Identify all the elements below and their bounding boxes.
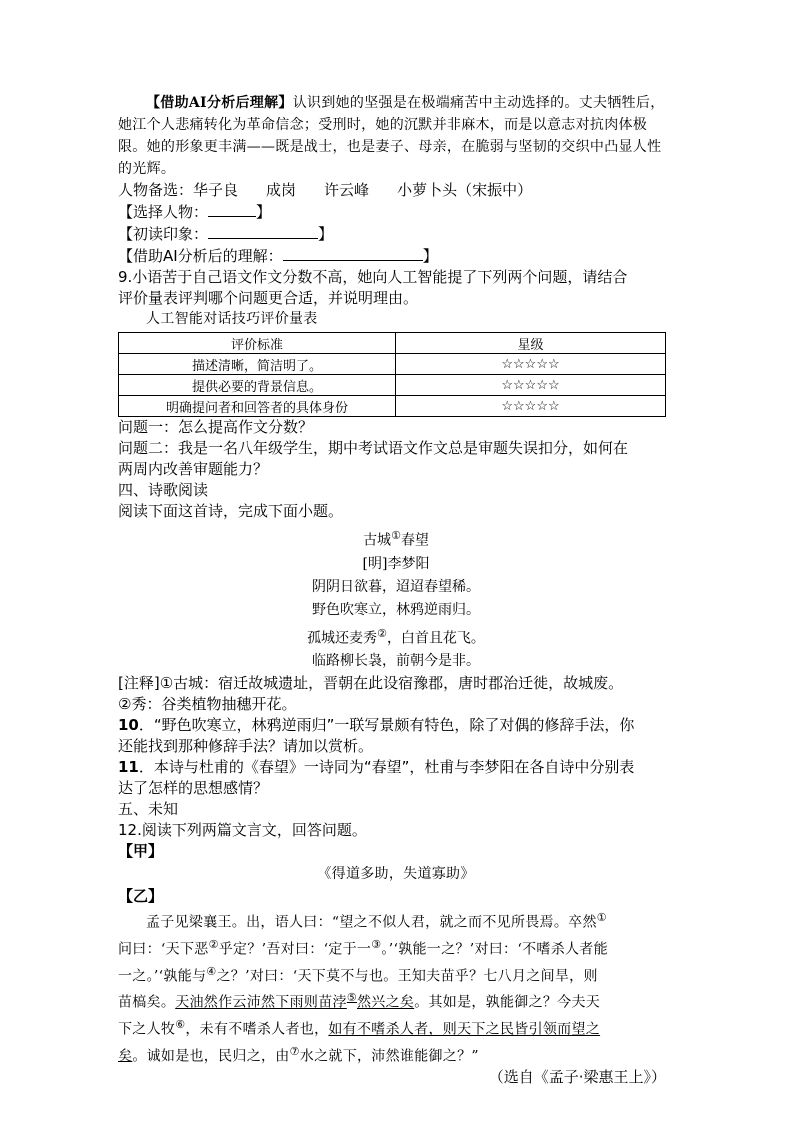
character-option: 小萝卜头（宋振中）	[397, 181, 533, 199]
ai-understanding-fill-label: 【借助AI分析后的理解：	[118, 247, 283, 265]
footnote-marker: ①	[391, 529, 401, 542]
yi-line	[118, 907, 674, 934]
table-header-cell: 星级	[396, 333, 666, 354]
poem-line: 阴阴日欲暮，迢迢春望稀。	[312, 578, 480, 595]
yi-text: 问曰：‘天下恶	[118, 941, 209, 958]
poem-author: [明]李梦阳	[362, 555, 430, 572]
q11-line2: 达了怎样的思想感情？	[118, 779, 269, 798]
yi-line	[118, 1014, 674, 1041]
q11-line1	[118, 757, 674, 778]
table-header-row	[119, 333, 666, 354]
section-four-heading: 四、诗歌阅读	[118, 481, 209, 499]
q10-line1	[118, 715, 674, 736]
q10-line2: 还能找到那种修辞手法？请加以赏析。	[118, 737, 374, 756]
poem-intro: 阅读下面这首诗，完成下面小题。	[118, 502, 344, 520]
table-row	[119, 396, 666, 417]
character-options	[118, 180, 674, 201]
bracket-close: 】	[256, 203, 272, 221]
annotation-line2: ②秀：谷类植物抽穗开花。	[118, 695, 297, 714]
footnote-marker: ⑦	[289, 1044, 300, 1058]
select-character-line	[118, 201, 674, 223]
yi-line	[118, 1041, 674, 1068]
question-number: 11	[118, 758, 139, 777]
yi-label: 【乙】	[118, 887, 164, 906]
bracket-close: 】	[422, 247, 438, 265]
footnote-marker: ②	[377, 626, 387, 640]
table-cell-criterion: 提供必要的背景信息。	[119, 375, 396, 396]
poem-line: 临路柳长袅，前朝今是非。	[312, 653, 480, 670]
yi-text: 一之。’‘孰能与	[118, 968, 207, 985]
star-rating[interactable]: ☆☆☆☆☆	[396, 396, 666, 417]
footnote-marker: ③	[371, 937, 382, 951]
yi-text: 水之就下，沛然谁能御之？”	[299, 1048, 479, 1065]
poem-title	[118, 524, 674, 553]
eval-table-caption: 人工智能对话技巧评价量表	[146, 311, 318, 327]
source-citation: （选自《孟子·梁惠王上》）	[488, 1068, 666, 1087]
select-character-blank[interactable]	[208, 201, 256, 217]
jia-label: 【甲】	[118, 842, 164, 861]
footnote-marker: ①	[596, 911, 607, 925]
underlined-sentence: 如有不嗜杀人者，则天下之民皆引领而望之	[328, 1021, 601, 1038]
question-two-line2: 两周内改善审题能力？	[118, 460, 269, 478]
yi-passage	[118, 907, 674, 1067]
table-row	[119, 354, 666, 375]
yi-text: 苗槁矣。	[118, 994, 176, 1011]
document-page	[118, 92, 674, 1088]
yi-text: 之？’对曰：‘天下莫不与也。王知夫苗乎？七八月之间旱，则	[216, 968, 598, 985]
yi-text: 。’‘孰能一之？’对曰：‘不嗜杀人者能	[381, 941, 608, 958]
evaluation-table	[118, 332, 666, 417]
first-impression-blank[interactable]	[208, 223, 318, 239]
ai-understanding-text: 认识到她的坚强是在极端痛苦中主动选择的。丈夫牺牲后，她江个人悲痛转化为革命信念；受刑时，她的沉默并非麻木，而是以意志对抗肉体极限。她的形象更丰满——既是战士，也是妻子、母亲，在脆弱与坚韧的交织中凸显人性的光辉。	[118, 95, 665, 177]
footnote-marker: ②	[208, 937, 219, 951]
footnote-marker: ⑤	[346, 991, 357, 1005]
underlined-sentence: 天油然作云沛然下雨则苗浡	[175, 994, 347, 1011]
ai-understanding-label: 【借助AI分析后理解】	[146, 95, 293, 111]
ai-understanding-blank[interactable]	[283, 245, 423, 261]
character-options-label: 人物备选：	[118, 181, 194, 199]
q9-line1: 9.小语苦于自己语文作文分数不高，她向人工智能提了下列两个问题，请结合	[118, 268, 628, 286]
question-two-line1: 问题二：我是一名八年级学生，期中考试语文作文总是审题失误扣分，如何在	[118, 439, 629, 457]
table-cell-criterion: 描述清晰，简洁明了。	[119, 354, 396, 375]
question-text: ．“野色吹寒立，林鸦逆雨归”一联写景颇有特色，除了对偶的修辞手法，你	[138, 716, 635, 735]
poem-text: 孤城还麦秀	[307, 630, 378, 647]
underlined-sentence: 然兴之矣	[356, 994, 415, 1011]
yi-line	[118, 934, 674, 961]
poem-title-text: 古城	[363, 532, 392, 549]
underlined-sentence: 矣	[118, 1048, 133, 1065]
character-option: 成岗	[266, 181, 297, 199]
character-option: 许云峰	[324, 181, 370, 199]
table-cell-criterion: 明确提问者和回答者的具体身份	[119, 396, 396, 417]
first-impression-label: 【初读印象：	[118, 225, 209, 243]
character-option: 华子良	[193, 181, 239, 199]
bracket-close: 】	[318, 225, 334, 243]
yi-text: 孟子见梁襄王。出，语人曰：“望之不似人君，就之而不见所畏焉。卒然	[146, 914, 597, 931]
poem-text: ，白首且花飞。	[386, 630, 485, 647]
ai-understanding-paragraph	[118, 92, 666, 180]
q9-line2: 评价量表评判哪个问题更合适，并说明理由。	[118, 289, 419, 307]
yi-line	[118, 987, 674, 1014]
footnote-marker: ⑥	[175, 1017, 186, 1031]
q12-line: 12.阅读下列两篇文言文，回答问题。	[118, 821, 367, 840]
jia-title: 《得道多助，失道寡助》	[317, 866, 475, 883]
select-character-label: 【选择人物：	[118, 203, 209, 221]
table-row	[119, 375, 666, 396]
question-text: ．本诗与杜甫的《春望》一诗同为“春望”，杜甫与李梦阳在各自诗中分别表	[138, 758, 635, 777]
first-impression-line	[118, 223, 674, 245]
section-five-heading: 五、未知	[118, 800, 179, 819]
yi-text: 。诚如是也，民归之，由	[132, 1048, 290, 1065]
poem-line: 野色吹寒立，林鸦逆雨归。	[312, 601, 480, 618]
ai-understanding-line	[118, 245, 674, 267]
yi-line	[118, 961, 674, 988]
poem-line	[118, 622, 674, 651]
poem-title-text: 春望	[400, 532, 429, 549]
footnote-marker: ④	[206, 964, 217, 978]
table-header-cell: 评价标准	[119, 333, 396, 354]
annotation-line1: [注释]①古城：宿迁故城遗址，晋朝在此设宿豫郡，唐时郡治迁徙，故城废。	[118, 674, 624, 693]
yi-text: 乎定？’吾对曰：‘定于一	[218, 941, 372, 958]
yi-text: ，未有不嗜杀人者也，	[185, 1021, 329, 1038]
question-one: 问题一：怎么提高作文分数？	[118, 418, 314, 436]
question-number: 10	[118, 716, 139, 735]
star-rating[interactable]: ☆☆☆☆☆	[396, 354, 666, 375]
yi-text: 。其如是，孰能御之？今夫天	[414, 994, 601, 1011]
star-rating[interactable]: ☆☆☆☆☆	[396, 375, 666, 396]
yi-text: 下之人牧	[118, 1021, 176, 1038]
